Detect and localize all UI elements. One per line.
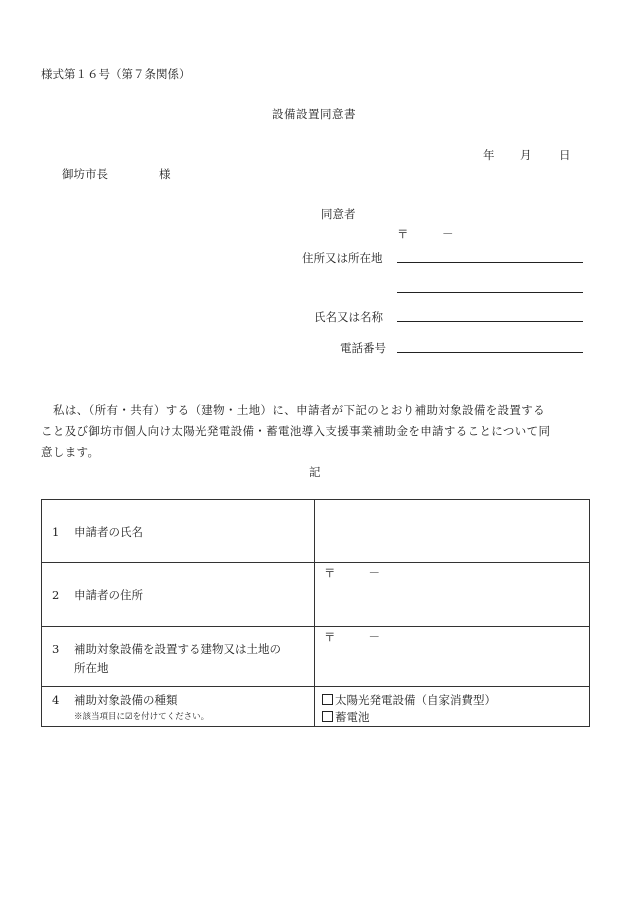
table-row (42, 563, 590, 627)
date-day-label: 日 (559, 148, 571, 162)
row4-note (52, 709, 314, 726)
row3-label-cell (42, 627, 315, 687)
option-battery-label: 蓄電池 (335, 710, 370, 724)
row1-label: 申請者の氏名 (74, 525, 143, 539)
row1-label-cell (42, 500, 315, 563)
postal-dash: － (442, 227, 454, 241)
phone-field-line[interactable] (397, 352, 583, 353)
row1-number: 1 (52, 525, 60, 539)
checkmark-icon: ☑ (125, 712, 133, 722)
row3-number: 3 (52, 642, 60, 656)
consent-line-1: 私は、（所有・共有）する（建物・土地）に、申請者が下記のとおり補助対象設備を設置する (53, 403, 545, 417)
postal-mark: 〒 (397, 227, 409, 241)
applicant-address-field[interactable] (315, 563, 590, 627)
table-row (42, 627, 590, 687)
date-year-label: 年 (483, 148, 495, 162)
row2-postal-mark: 〒 (324, 566, 336, 580)
row2-label: 申請者の住所 (74, 588, 143, 602)
address-label: 住所又は所在地 (302, 251, 383, 265)
row3-postal-dash: － (368, 630, 380, 644)
row4-number: 4 (52, 693, 60, 707)
installation-address-field[interactable] (315, 627, 590, 687)
document-title: 設備設置同意書 (272, 107, 356, 121)
row3-postal-mark: 〒 (324, 630, 336, 644)
consent-line-3: 意します。 (41, 445, 100, 459)
address-field-line-2[interactable] (397, 292, 583, 293)
option-battery[interactable] (322, 709, 589, 726)
consent-paragraph (41, 400, 589, 463)
row4-note-suffix: を付けてください。 (132, 712, 210, 722)
row4-label: 補助対象設備の種類 (74, 693, 178, 707)
name-field-line[interactable] (397, 321, 583, 322)
detail-table (41, 499, 590, 727)
phone-label: 電話番号 (340, 341, 386, 355)
ki-heading: 記 (309, 465, 321, 479)
row2-label-cell (42, 563, 315, 627)
checkbox-icon[interactable] (322, 711, 333, 722)
applicant-name-field[interactable] (315, 500, 590, 563)
date-month-label: 月 (520, 148, 532, 162)
consenter-heading: 同意者 (321, 207, 356, 221)
equipment-type-cell (315, 687, 590, 727)
addressee-name: 御坊市長 (62, 167, 108, 181)
row2-postal-dash: － (368, 566, 380, 580)
option-solar-label: 太陽光発電設備（自家消費型） (335, 693, 496, 707)
consent-line-2: こと及び御坊市個人向け太陽光発電設備・蓄電池導入支援事業補助金を申請することについて同 (41, 424, 551, 438)
row2-number: 2 (52, 588, 60, 602)
row4-label-cell (42, 687, 315, 727)
table-row (42, 687, 590, 727)
row3-label-line1: 補助対象設備を設置する建物又は土地の (74, 642, 281, 656)
address-field-line-1[interactable] (397, 262, 583, 263)
row4-note-prefix: ※該当項目に (74, 712, 126, 722)
form-number: 様式第１６号（第７条関係） (41, 67, 191, 81)
checkbox-icon[interactable] (322, 694, 333, 705)
addressee-honorific: 様 (159, 167, 171, 181)
row3-label-line2: 所在地 (74, 661, 109, 675)
table-row (42, 500, 590, 563)
name-label: 氏名又は名称 (314, 310, 383, 324)
option-solar[interactable] (322, 692, 589, 709)
